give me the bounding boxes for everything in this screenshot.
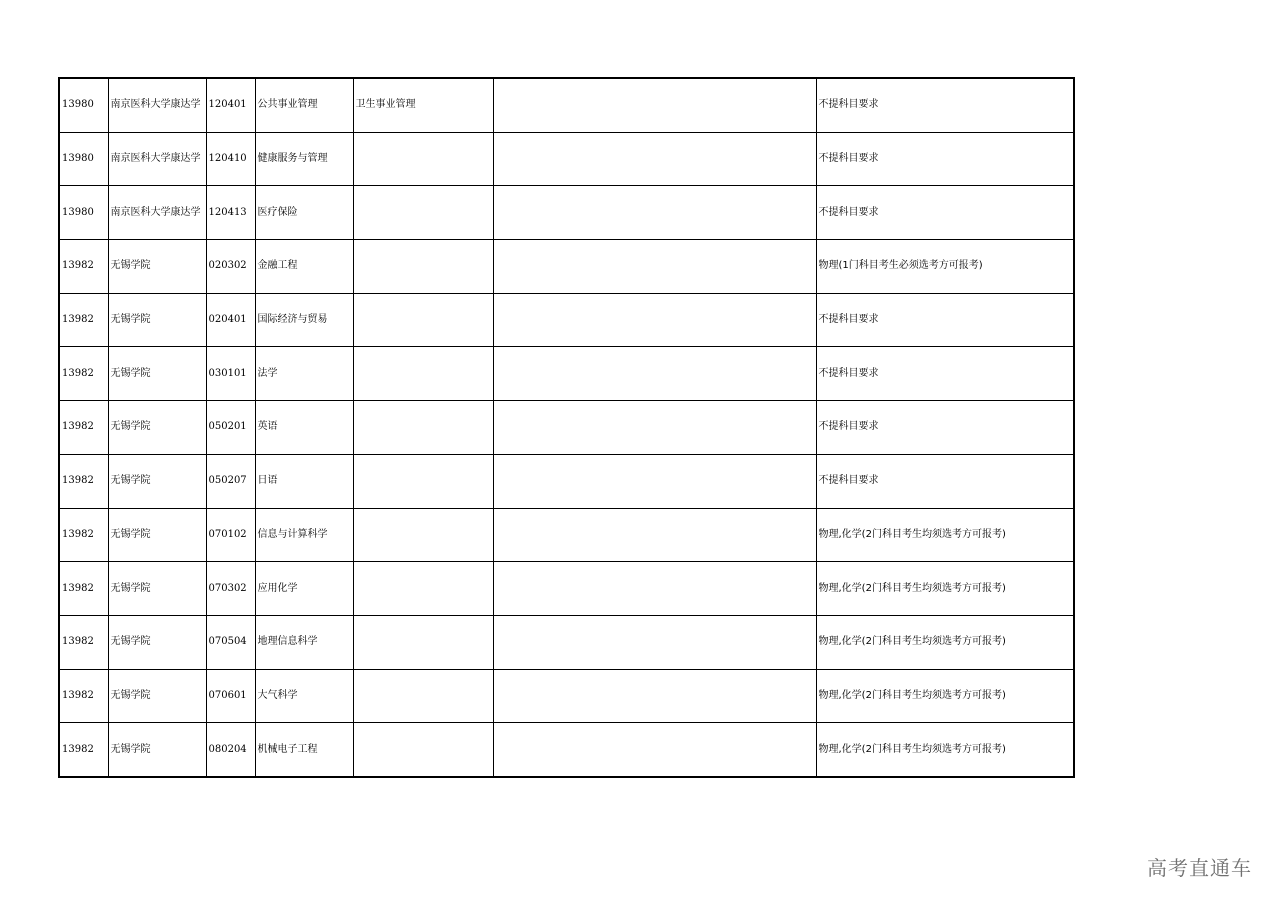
table-row (59, 186, 1074, 240)
cell-subject-requirement: 物理,化学(2门科目考生均须选考方可报考) (816, 508, 1074, 562)
cell-major-code: 070102 (206, 508, 255, 562)
cell-subject-requirement: 物理,化学(2门科目考生均须选考方可报考) (816, 669, 1074, 723)
cell-major-direction (353, 240, 493, 294)
cell-institution-name: 无锡学院 (108, 293, 206, 347)
cell-institution-code: 13980 (59, 186, 108, 240)
cell-institution-code: 13982 (59, 615, 108, 669)
cell-major-name: 金融工程 (255, 240, 353, 294)
cell-major-name: 日语 (255, 454, 353, 508)
cell-major-name: 机械电子工程 (255, 723, 353, 777)
cell-subject-requirement: 物理(1门科目考生必须选考方可报考) (816, 240, 1074, 294)
cell-major-name: 国际经济与贸易 (255, 293, 353, 347)
cell-major-code: 070504 (206, 615, 255, 669)
cell-subject-requirement: 不提科目要求 (816, 347, 1074, 401)
cell-note (493, 401, 816, 455)
cell-institution-name: 无锡学院 (108, 669, 206, 723)
cell-institution-name: 南京医科大学康达学 (108, 132, 206, 186)
table-row (59, 240, 1074, 294)
cell-major-code: 020302 (206, 240, 255, 294)
cell-major-direction (353, 508, 493, 562)
watermark-text: 高考直通车 (1147, 856, 1252, 880)
cell-major-code: 120401 (206, 78, 255, 132)
cell-major-direction (353, 615, 493, 669)
cell-institution-code: 13982 (59, 508, 108, 562)
table-row (59, 293, 1074, 347)
cell-note (493, 508, 816, 562)
cell-note (493, 615, 816, 669)
cell-major-name: 法学 (255, 347, 353, 401)
cell-major-direction (353, 723, 493, 777)
cell-institution-code: 13982 (59, 562, 108, 616)
cell-subject-requirement: 不提科目要求 (816, 132, 1074, 186)
cell-major-code: 020401 (206, 293, 255, 347)
cell-major-direction (353, 347, 493, 401)
cell-subject-requirement: 物理,化学(2门科目考生均须选考方可报考) (816, 723, 1074, 777)
table-row (59, 615, 1074, 669)
cell-major-name: 公共事业管理 (255, 78, 353, 132)
table-row (59, 132, 1074, 186)
cell-institution-name: 无锡学院 (108, 508, 206, 562)
cell-institution-name: 无锡学院 (108, 347, 206, 401)
table-row (59, 78, 1074, 132)
cell-note (493, 186, 816, 240)
cell-institution-name: 无锡学院 (108, 562, 206, 616)
table-row (59, 454, 1074, 508)
cell-note (493, 454, 816, 508)
cell-institution-code: 13982 (59, 293, 108, 347)
cell-major-direction (353, 401, 493, 455)
cell-institution-code: 13982 (59, 454, 108, 508)
table-row (59, 401, 1074, 455)
cell-institution-name: 无锡学院 (108, 615, 206, 669)
cell-institution-name: 无锡学院 (108, 401, 206, 455)
table-row (59, 723, 1074, 777)
cell-major-name: 大气科学 (255, 669, 353, 723)
cell-note (493, 347, 816, 401)
cell-institution-code: 13980 (59, 78, 108, 132)
cell-major-name: 英语 (255, 401, 353, 455)
cell-major-direction (353, 132, 493, 186)
cell-note (493, 293, 816, 347)
cell-major-name: 地理信息科学 (255, 615, 353, 669)
cell-major-direction (353, 669, 493, 723)
enrollment-table (58, 77, 1075, 778)
cell-note (493, 562, 816, 616)
cell-subject-requirement: 不提科目要求 (816, 401, 1074, 455)
cell-institution-name: 南京医科大学康达学 (108, 186, 206, 240)
cell-major-code: 120410 (206, 132, 255, 186)
cell-institution-code: 13982 (59, 401, 108, 455)
cell-major-name: 信息与计算科学 (255, 508, 353, 562)
table-row (59, 347, 1074, 401)
cell-institution-code: 13982 (59, 240, 108, 294)
cell-subject-requirement: 不提科目要求 (816, 78, 1074, 132)
cell-subject-requirement: 不提科目要求 (816, 293, 1074, 347)
cell-institution-name: 无锡学院 (108, 240, 206, 294)
table-body (59, 78, 1074, 777)
cell-major-code: 030101 (206, 347, 255, 401)
cell-major-code: 120413 (206, 186, 255, 240)
cell-subject-requirement: 不提科目要求 (816, 186, 1074, 240)
cell-institution-code: 13982 (59, 669, 108, 723)
cell-institution-name: 无锡学院 (108, 723, 206, 777)
cell-subject-requirement: 物理,化学(2门科目考生均须选考方可报考) (816, 562, 1074, 616)
cell-note (493, 669, 816, 723)
table-row (59, 508, 1074, 562)
cell-major-direction (353, 186, 493, 240)
cell-major-name: 医疗保险 (255, 186, 353, 240)
cell-subject-requirement: 物理,化学(2门科目考生均须选考方可报考) (816, 615, 1074, 669)
table-row (59, 669, 1074, 723)
cell-major-code: 080204 (206, 723, 255, 777)
cell-major-direction: 卫生事业管理 (353, 78, 493, 132)
cell-major-code: 050207 (206, 454, 255, 508)
cell-major-name: 应用化学 (255, 562, 353, 616)
cell-major-code: 070302 (206, 562, 255, 616)
cell-institution-name: 无锡学院 (108, 454, 206, 508)
table-row (59, 562, 1074, 616)
cell-institution-code: 13982 (59, 347, 108, 401)
cell-subject-requirement: 不提科目要求 (816, 454, 1074, 508)
cell-major-direction (353, 562, 493, 616)
cell-major-direction (353, 454, 493, 508)
cell-institution-name: 南京医科大学康达学 (108, 78, 206, 132)
cell-institution-code: 13980 (59, 132, 108, 186)
cell-note (493, 78, 816, 132)
cell-note (493, 723, 816, 777)
cell-major-name: 健康服务与管理 (255, 132, 353, 186)
cell-major-code: 070601 (206, 669, 255, 723)
cell-major-code: 050201 (206, 401, 255, 455)
cell-note (493, 132, 816, 186)
cell-note (493, 240, 816, 294)
cell-major-direction (353, 293, 493, 347)
cell-institution-code: 13982 (59, 723, 108, 777)
